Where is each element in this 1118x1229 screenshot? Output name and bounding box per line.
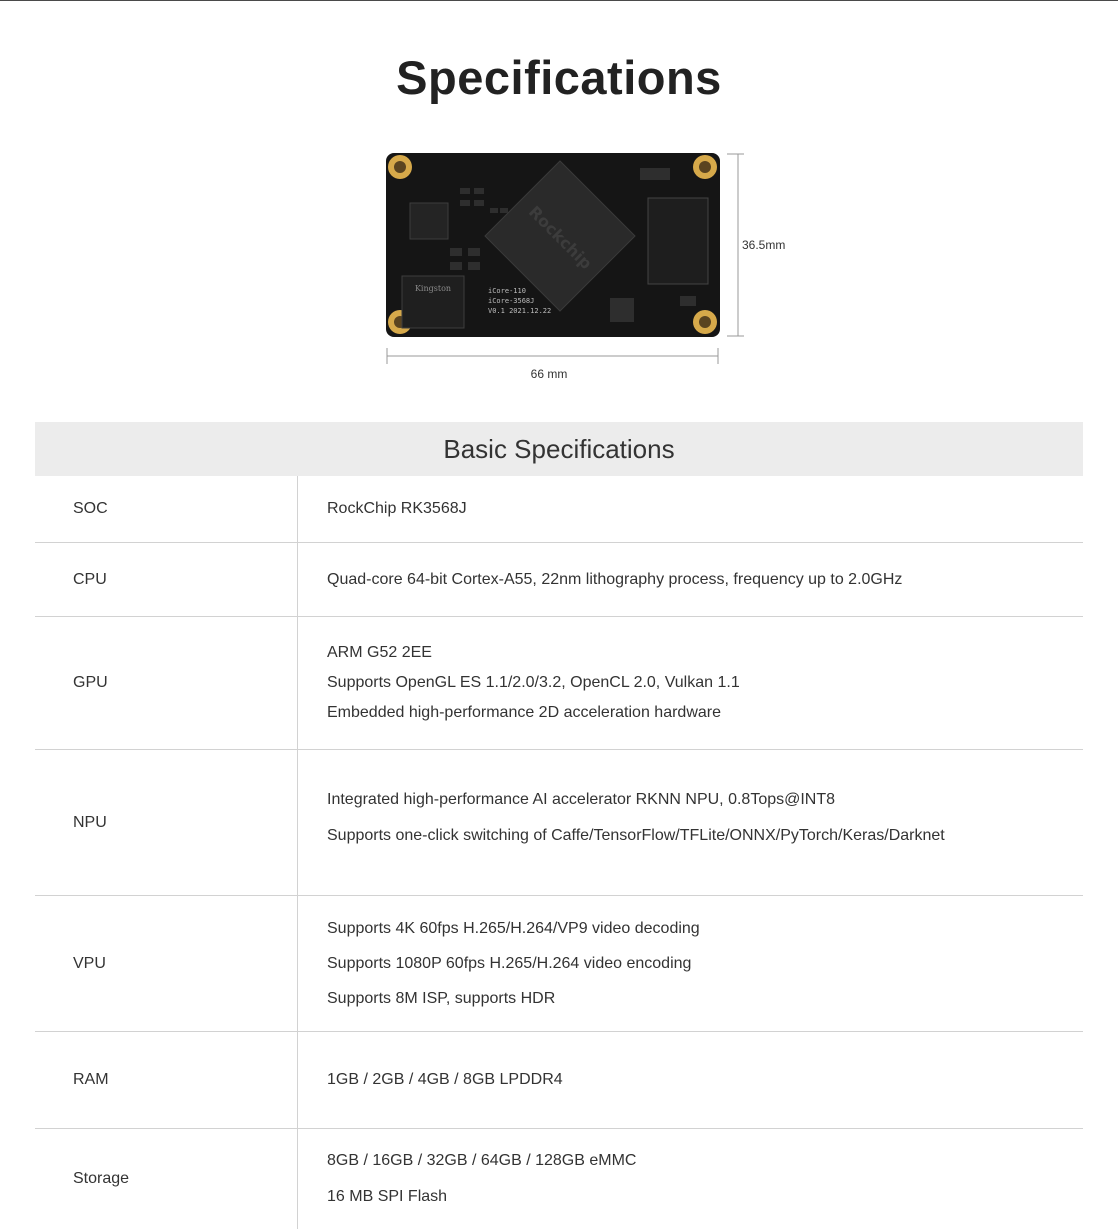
spec-values xyxy=(298,1129,1083,1229)
board-figure xyxy=(380,148,800,388)
spec-values xyxy=(298,1032,1083,1128)
spec-label: SOC xyxy=(35,476,298,542)
board-print-1: iCore-110 xyxy=(488,287,526,295)
memory-brand-text: Kingston xyxy=(414,284,452,293)
spec-value: Supports 8M ISP, supports HDR xyxy=(327,989,556,1007)
board-print-3: V0.1 2021.12.22 xyxy=(488,307,552,315)
height-label: 36.5mm xyxy=(742,238,786,252)
spec-value: 8GB / 16GB / 32GB / 64GB / 128GB eMMC xyxy=(327,1152,637,1169)
spec-value: Supports OpenGL ES 1.1/2.0/3.2, OpenCL 2.0, Vulkan 1.1 xyxy=(327,674,740,691)
spec-values xyxy=(298,617,1083,749)
spec-value: Supports 4K 60fps H.265/H.264/VP9 video decoding xyxy=(327,919,700,937)
spec-label: RAM xyxy=(35,1032,298,1128)
chip-brand-text: Rockchip xyxy=(524,202,596,274)
spec-value: 16 MB SPI Flash xyxy=(327,1188,448,1205)
spec-row-cpu xyxy=(35,543,1083,617)
spec-label: NPU xyxy=(35,750,298,895)
pmic-chip xyxy=(410,203,448,239)
spec-label: CPU xyxy=(35,543,298,616)
core-board-image xyxy=(380,148,800,388)
spec-row-npu xyxy=(35,750,1083,896)
width-label: 66 mm xyxy=(530,367,568,381)
spec-label: GPU xyxy=(35,617,298,749)
spec-label: Storage xyxy=(35,1129,298,1229)
spec-label: VPU xyxy=(35,896,298,1031)
spec-value: 1GB / 2GB / 4GB / 8GB LPDDR4 xyxy=(327,1071,563,1088)
spec-value: Embedded high-performance 2D acceleration hardware xyxy=(327,704,721,721)
page-title: Specifications xyxy=(396,51,722,104)
spec-values xyxy=(298,543,1083,616)
spec-values xyxy=(298,896,1083,1031)
spec-row-storage xyxy=(35,1129,1083,1229)
spec-value: RockChip RK3568J xyxy=(327,500,467,517)
spec-value: Supports one-click switching of Caffe/TensorFlow/TFLite/ONNX/PyTorch/Keras/Darknet xyxy=(327,826,945,844)
spec-value: Supports 1080P 60fps H.265/H.264 video encoding xyxy=(327,954,692,972)
spec-value: ARM G52 2EE xyxy=(327,644,432,661)
spec-value: Integrated high-performance AI accelerator RKNN NPU, 0.8Tops@INT8 xyxy=(327,790,836,808)
spec-value: Quad-core 64-bit Cortex-A55, 22nm lithography process, frequency up to 2.0GHz xyxy=(327,570,903,588)
spec-row-ram xyxy=(35,1032,1083,1129)
table-header: Basic Specifications xyxy=(35,422,1083,476)
spec-values xyxy=(298,750,1083,895)
spec-row-gpu xyxy=(35,617,1083,750)
memory-chip xyxy=(648,198,708,284)
spec-row-vpu xyxy=(35,896,1083,1032)
top-divider xyxy=(0,0,1118,1)
spec-table xyxy=(35,422,1083,1229)
spec-row-soc xyxy=(35,476,1083,543)
width-dimension xyxy=(387,348,718,364)
board-print-2: iCore-3568J xyxy=(488,297,535,305)
spec-values xyxy=(298,476,1083,542)
